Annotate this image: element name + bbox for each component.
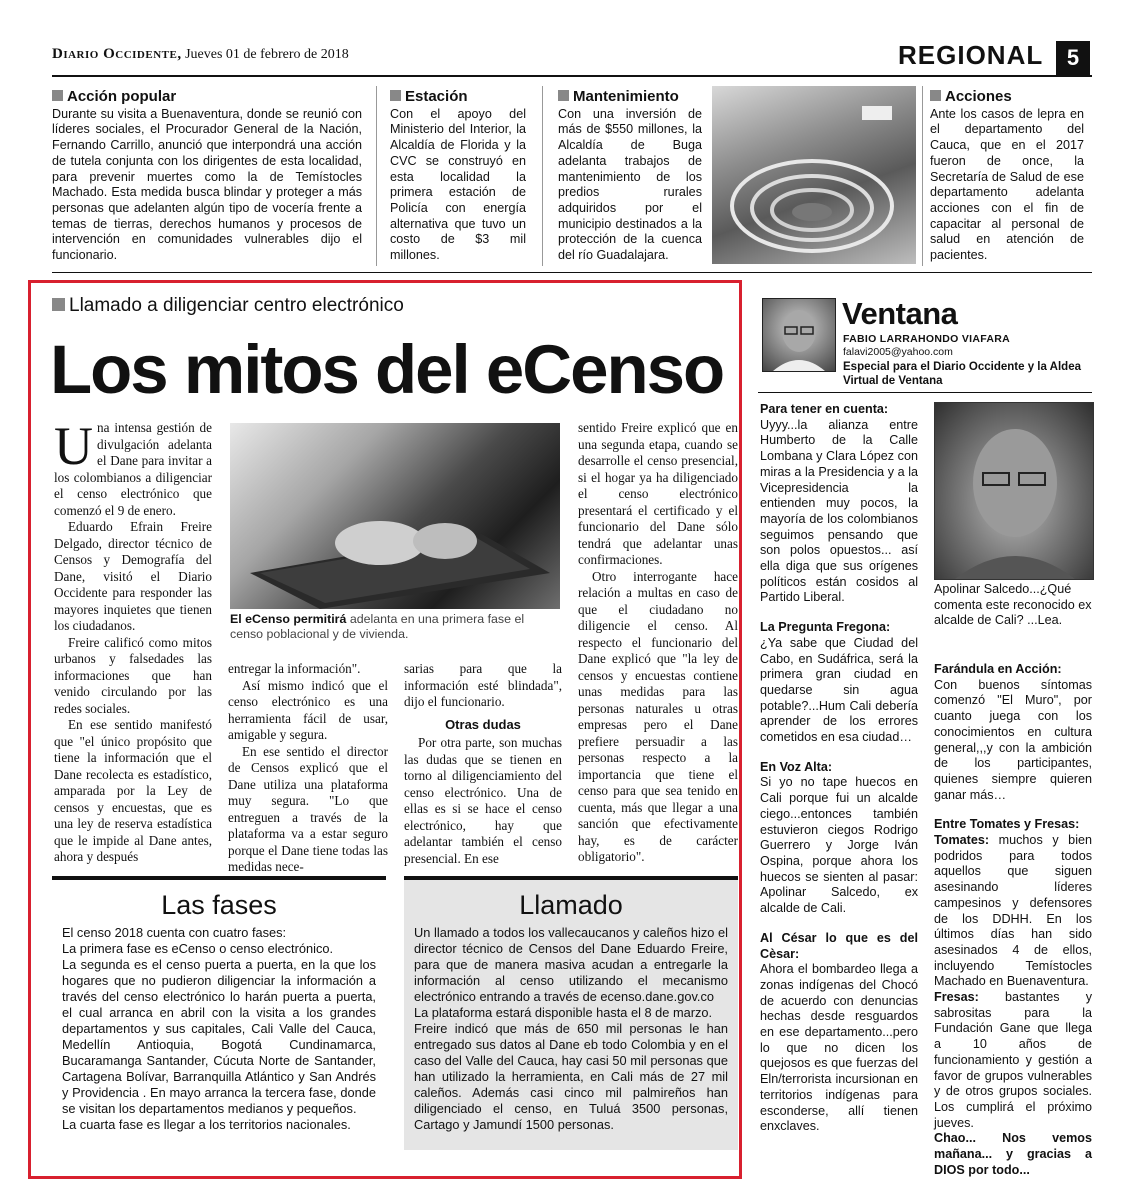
ventana-right-column [934, 662, 1092, 1193]
photo-caption: El eCenso permitirá adelanta en una primera fase el censo poblacional y de vivienda. [230, 612, 525, 641]
issue-date: Jueves 01 de febrero de 2018 [185, 47, 349, 62]
masthead [52, 46, 349, 63]
ventana-item: Farándula en Acción: Con buenos síntomas comenzó "El Muro", por cuanto juega con los conocimientos en cultura general,,,y con la ambición de los participantes, quienes siempre quieren ganar más… [934, 662, 1092, 802]
article-headline: Los mitos del eCenso [50, 331, 724, 408]
ventana-item: Al César lo que es del Cèsar: Ahora el bombardeo llega a zonas indígenas del Chocó de acuerdo con denuncias hechas desde resguardos en ese departamento...pero lo que no dicen los quejosos es que fuerzas del Eln/terrorista incursionan en territorios indígenas para esconderse, allí tienen enxclaves. [760, 930, 918, 1134]
portrait-icon [935, 403, 1093, 579]
ventana-item: Para tener en cuenta: Uyyy...la alianza entre Humberto de la Calle Lombana y Clara López con miras a la Presidencia y a la Vicepresidencia la entienden muy pocos, la mayoría de los colombianos seguimos pensando que son polos opuestos... así ella diga que sus orígenes políticos están cosidos al Partido Liberal. [760, 402, 918, 605]
paragraph: Eduardo Efrain Freire Delgado, director técnico de Censos y Demografía del Dane, visitó el Diario Occidente para responder las mayores inquietes que tienen los ciudadanos. [54, 519, 212, 633]
ventana-item: La Pregunta Fregona: ¿Ya sabe que Ciudad del Cabo, en Sudáfrica, será la primera gran ciudad en quedarse sin agua potable?...Hum Cali debería aprender de los errores cometidos en esa ciudad… [760, 620, 918, 745]
laptop-photo [230, 423, 560, 609]
column-divider [542, 86, 543, 266]
paragraph: En ese sentido manifestó que "el único propósito que tiene la información que el Dane recolecta es estadístico, amparada por la Ley de censos y encuestas, que es una ley de reserva estadística que le impide al Dane antes, ahora y después [54, 717, 212, 864]
hands-typing-icon [230, 423, 560, 609]
paragraph: En ese sentido el director de Censos explicó que el Dane utiliza una plataforma muy segura. "Lo que entreguen a través de la plataforma va a estar seguro porque el Dane tiene todas las medidas nece- [228, 743, 388, 874]
article-column-4 [578, 420, 738, 866]
ventana-rule [758, 392, 1092, 393]
box-text: Un llamado a todos los vallecaucanos y caleños hizo el director técnico de Censos del Dane Eduardo Freire, para que de manera masiva acudan a entregarle la información al censo utilizando el mecanismo electrónico entrando a través de ecenso.dane.gov.co La plataforma estará disponible hasta el 8 de marzo. Freire indicó que más de 650 mil personas le han entregado sus datos al Dane eb todo Colombia y en el caso del Valle del Cauca, hay casi 50 mil personas que han utilizado la herramienta, en Cali más de 27 mil caleños. Además casi cinco mil palmireños han diligenciado el censo, en Tuluá 3500 personas, Cartago y Jamundí 1500 personas. [414, 925, 728, 1132]
drop-cap: U [54, 416, 93, 476]
brief-acciones [930, 89, 1084, 264]
subheading-otras-dudas: Otras dudas [445, 716, 521, 732]
brief-title: Acción popular [52, 89, 362, 105]
apolinar-photo [934, 402, 1094, 580]
paragraph: Freire calificó como mitos urbanos y falsedades las informaciones que han venido circulando por las redes sociales. [54, 634, 212, 716]
box-title: Llamado [519, 890, 623, 920]
column-divider [376, 86, 377, 266]
paper-name: Diario Occidente, [52, 46, 182, 62]
page-number: 5 [1056, 41, 1090, 75]
brief-text: Durante su visita a Buenaventura, donde se reunió con líderes sociales, el Procurador General de la Nación, Fernando Carrillo, anunció que interpondrá una acción de tutela conjunta con los dirigentes de esta localidad, para prevenir muertes como la de Temístocles Machado. Esta medida busca blindar y proteger a más personas que adelanten algún tipo de vocería frente a temas de tierras, derechos humanos y procesos de intervención en comunidades vulnerables dijo el funcionario. [52, 106, 362, 263]
paragraph: sarias para que la información esté blindada", dijo el funcionario. [404, 661, 562, 709]
author-email: falavi2005@yahoo.com [843, 346, 953, 358]
header-rule [52, 75, 1092, 77]
paragraph: sentido Freire explicó que en una segunda etapa, cuando se desarrolle el censo presencial, si el hogar ya ha diligenciado el censo electrónico presentará el certificado y el funcionario del Dane sólo tendrá que adelantar unas confirmaciones. [578, 420, 738, 567]
square-bullet-icon [930, 90, 941, 101]
square-bullet-icon [52, 298, 65, 311]
article-column-2 [228, 661, 388, 876]
paragraph: Una intensa gestión de divulgación adelanta el Dane para invitar a los colombianos a diligenciar el censo electrónico que comenzó el 9 de enero. [54, 416, 212, 518]
column-title: Ventana [842, 296, 958, 331]
paragraph: Así mismo indicó que el censo electrónico es una herramienta fácil de usar, amigable y segura. [228, 677, 388, 742]
terraced-structure-icon [712, 86, 916, 264]
square-bullet-icon [52, 90, 63, 101]
column-note: Especial para el Diario Occidente y la Aldea Virtual de Ventana [843, 361, 1081, 387]
brief-accion-popular [52, 89, 362, 264]
box-llamado [404, 876, 738, 1150]
box-text: El censo 2018 cuenta con cuatro fases: La primera fase es eCenso o censo electrónico. La segunda es el censo puerta a puerta, en la que los hogares que no pudieron diligenciar la información a través del censo electrónico lo harán puerta a puerta, el cual arranca en abril con la visita a los grandes departamentos y sus capitales, Cali Valle del Cauca, Medellín Antioquia, Bogotá Cundinamarca, Bucaramanga Santander, Cúcuta Norte de Santander, Cartagena Bolívar, Barranquilla Atlántico y San Andrés y Providencia . En mayo arranca la tercera fase, donde se visitan los departamentos medianos y pequeños. La cuarta fase es llegar a los territorios nacionales. [62, 925, 376, 1132]
closing-line: Chao... Nos vemos mañana... y gracias a DIOS por todo... [934, 1131, 1092, 1177]
brief-title: Acciones [930, 89, 1084, 105]
paragraph: Por otra parte, son muchas las dudas que se tienen en torno al diligenciamiento del censo electrónico. Una de ellas es si se hace el censo electrónico, hay que adelantar también el censo presencial. En ese [404, 735, 562, 866]
square-bullet-icon [558, 90, 569, 101]
article-column-3 [404, 661, 562, 867]
author-photo [762, 298, 836, 372]
apolinar-caption: Apolinar Salcedo...¿Qué comenta este reconocido ex alcalde de Cali? ...Lea. [934, 582, 1092, 628]
brief-text: Con el apoyo del Ministerio del Interior, la Alcaldía de Florida y la CVC se construyó en esta localidad la primera estación de Policía con energía alternativa que tuvo un costo de $3 mil millones. [390, 106, 526, 263]
box-title: Las fases [161, 890, 277, 920]
ventana-left-column [760, 402, 918, 1149]
brief-mantenimiento [558, 89, 702, 264]
column-author: FABIO LARRAHONDO VIAFARA [843, 333, 1011, 345]
portrait-icon [763, 299, 835, 371]
column-divider [922, 86, 923, 266]
square-bullet-icon [390, 90, 401, 101]
ventana-item: Entre Tomates y Fresas: Tomates: muchos y bien podridos para todos aquellos que siguen asesinando líderes campesinos y defensores de los DDHH. En los últimos días han sido asesinados 4 de ellos, incluyendo Temístocles Machado en Buenaventura. Fresas: bastantes y sabrositas para la Fundación Gane que llega a 10 años de funcionamiento y gestión a favor de grupos vulnerables y de otros grupos sociales. Los cumplirá el próximo jueves. Chao... Nos vemos mañana... y gracias a DIOS por todo... [934, 817, 1092, 1177]
paragraph: entregar la información". [228, 661, 361, 676]
brief-title: Mantenimiento [558, 89, 702, 105]
construction-photo [712, 86, 916, 264]
brief-title: Estación [390, 89, 526, 105]
brief-text: Con una inversión de más de $550 millones, la Alcaldía de Buga adelanta trabajos de mantenimiento de los predios rurales adquiridos por el municipio destinados a la protección de la cuenca del río Guadalajara. [558, 106, 702, 263]
section-title: REGIONAL [898, 40, 1044, 70]
briefs-rule [52, 272, 1092, 273]
article-column-1 [54, 416, 212, 866]
ventana-item: En Voz Alta: Si yo no tape huecos en Cali porque fui un alcalde ciego...entonces también estuvieron ciegos Rodrigo Guerrero y Jorge Iván Ospina, porque ahora los huecos se sienten al pasar: Apolinar Salcedo, ex alcalde de Cali. [760, 759, 918, 916]
brief-estacion [390, 89, 526, 264]
paragraph: Otro interrogante hace relación a multas en caso de que el ciudadano no diligencie el censo. Al respecto el funcionario del Dane explicó que "la ley de censos y encuestas contiene unas medidas para las personas naturales u otras empresas pero el Dane prefiere persuadir a las personas respecto a la importancia que tiene el censo para que sea tenido en cuenta, más que llegar a una sanción que efectivamente hay, es de carácter obligatorio". [578, 568, 738, 864]
brief-text: Ante los casos de lepra en el departamento del Cauca, que en el 2017 fueron de once, la Secretaría de Salud de ese departamento adelanta acciones con el fin de capacitar al personal de salud en atención de pacientes. [930, 106, 1084, 263]
box-las-fases [52, 876, 386, 1150]
article-kicker: Llamado a diligenciar centro electrónico [52, 295, 404, 317]
